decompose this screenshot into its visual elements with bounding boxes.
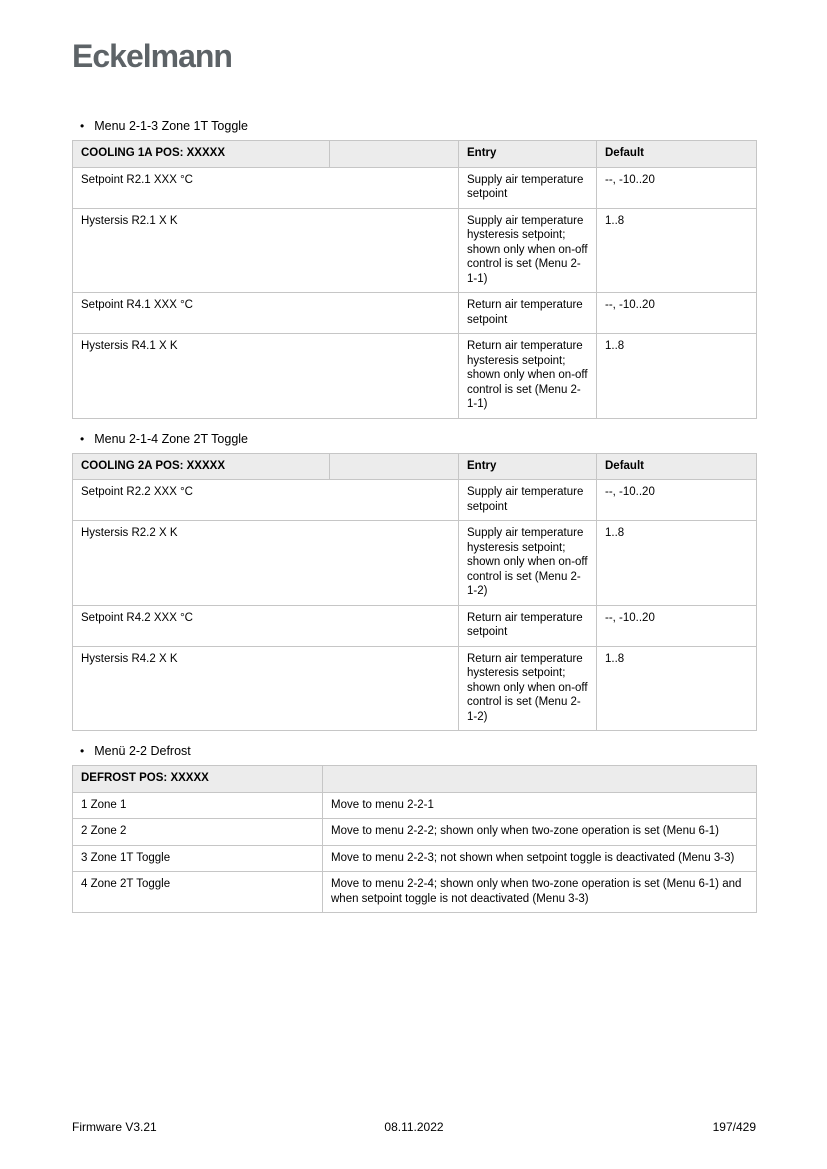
menu-description-cell: Move to menu 2-2-2; shown only when two-zone operation is set (Menu 6-1) <box>323 819 757 846</box>
section-heading-label: Menü 2-2 Defrost <box>94 744 191 758</box>
default-column-header: Default <box>597 141 757 168</box>
table-header-row <box>73 766 757 793</box>
table-header-empty-cell <box>323 766 757 793</box>
table-row <box>73 872 757 913</box>
footer-page-number: 197/429 <box>712 1120 756 1134</box>
table-header-row <box>73 141 757 168</box>
menu-description-cell: Move to menu 2-2-1 <box>323 792 757 819</box>
default-cell: 1..8 <box>597 646 757 731</box>
parameter-cell: Hystersis R2.1 X K <box>73 208 459 293</box>
bullet-icon: • <box>80 744 85 758</box>
entry-cell: Return air temperature setpoint <box>459 605 597 646</box>
footer-firmware-version: Firmware V3.21 <box>72 1120 157 1134</box>
table-title-cell: DEFROST POS: XXXXX <box>73 766 323 793</box>
table-row <box>73 792 757 819</box>
section-heading-menu-2-1-4 <box>72 431 756 448</box>
section-heading-label: Menu 2-1-3 Zone 1T Toggle <box>94 119 249 133</box>
default-cell: 1..8 <box>597 334 757 419</box>
table-row <box>73 845 757 872</box>
entry-cell: Return air temperature hysteresis setpoint; shown only when on-off control is set (Menu 2-1-1) <box>459 334 597 419</box>
menu-item-cell: 1 Zone 1 <box>73 792 323 819</box>
table-row <box>73 334 757 419</box>
entry-column-header: Entry <box>459 141 597 168</box>
bullet-icon: • <box>80 431 85 446</box>
default-cell: --, -10..20 <box>597 167 757 208</box>
default-cell: 1..8 <box>597 208 757 293</box>
default-cell: --, -10..20 <box>597 293 757 334</box>
section-heading-menu-2-2 <box>72 743 756 760</box>
parameter-table-cooling-2a <box>72 453 757 732</box>
table-header-empty-cell <box>330 453 459 480</box>
parameter-table-cooling-1a <box>72 140 757 419</box>
parameter-cell: Hystersis R4.1 X K <box>73 334 459 419</box>
footer-date: 08.11.2022 <box>384 1120 444 1134</box>
table-title-cell: COOLING 2A POS: XXXXX <box>73 453 330 480</box>
default-cell: --, -10..20 <box>597 480 757 521</box>
entry-cell: Supply air temperature hysteresis setpoint; shown only when on-off control is set (Menu 2-1-1) <box>459 208 597 293</box>
parameter-cell: Hystersis R2.2 X K <box>73 521 459 606</box>
company-logo: Eckelmann <box>72 38 232 74</box>
table-row <box>73 480 757 521</box>
entry-cell: Supply air temperature setpoint <box>459 167 597 208</box>
entry-column-header: Entry <box>459 453 597 480</box>
table-row <box>73 521 757 606</box>
parameter-cell: Hystersis R4.2 X K <box>73 646 459 731</box>
table-row <box>73 293 757 334</box>
parameter-cell: Setpoint R2.1 XXX °C <box>73 167 459 208</box>
page-footer <box>72 1120 756 1135</box>
menu-item-cell: 3 Zone 1T Toggle <box>73 845 323 872</box>
parameter-cell: Setpoint R4.2 XXX °C <box>73 605 459 646</box>
default-column-header: Default <box>597 453 757 480</box>
bullet-icon: • <box>80 119 85 133</box>
table-row <box>73 208 757 293</box>
section-heading-menu-2-1-3 <box>72 118 756 135</box>
menu-item-cell: 2 Zone 2 <box>73 819 323 846</box>
parameter-cell: Setpoint R2.2 XXX °C <box>73 480 459 521</box>
table-row <box>73 819 757 846</box>
default-cell: 1..8 <box>597 521 757 606</box>
table-row <box>73 605 757 646</box>
menu-description-cell: Move to menu 2-2-3; not shown when setpoint toggle is deactivated (Menu 3-3) <box>323 845 757 872</box>
table-row <box>73 646 757 731</box>
page-content <box>72 118 756 913</box>
menu-item-cell: 4 Zone 2T Toggle <box>73 872 323 913</box>
entry-cell: Supply air temperature setpoint <box>459 480 597 521</box>
table-header-row <box>73 453 757 480</box>
parameter-cell: Setpoint R4.1 XXX °C <box>73 293 459 334</box>
menu-table-defrost <box>72 765 757 913</box>
default-cell: --, -10..20 <box>597 605 757 646</box>
entry-cell: Supply air temperature hysteresis setpoint; shown only when on-off control is set (Menu 2-1-2) <box>459 521 597 606</box>
section-heading-label: Menu 2-1-4 Zone 2T Toggle <box>94 431 249 446</box>
table-row <box>73 167 757 208</box>
menu-description-cell: Move to menu 2-2-4; shown only when two-zone operation is set (Menu 6-1) and when setpoint toggle is not deactivated (Menu 3-3) <box>323 872 757 913</box>
table-header-empty-cell <box>330 141 459 168</box>
entry-cell: Return air temperature setpoint <box>459 293 597 334</box>
table-title-cell: COOLING 1A POS: XXXXX <box>73 141 330 168</box>
entry-cell: Return air temperature hysteresis setpoint; shown only when on-off control is set (Menu 2-1-2) <box>459 646 597 731</box>
